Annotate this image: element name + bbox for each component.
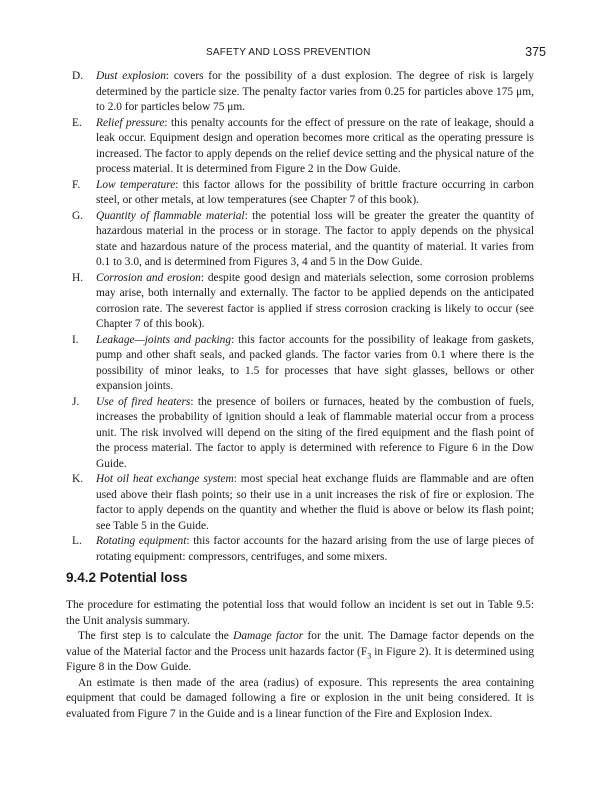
- paragraph: [66, 629, 534, 676]
- item-text: : this penalty accounts for the effect of pressure on the rate of leakage, should a leak occur. Equipment design and operation becomes more critical as the operating pressure is increased. The factor to apply depends on the relief device setting and the physical nature of the process material. It is determined from Figure 2 in the Dow Guide.: [96, 116, 534, 175]
- item-letter: I.: [72, 333, 79, 346]
- item-term: Hot oil heat exchange system: [96, 473, 234, 485]
- item-text: : this factor accounts for the possibility of leakage from gaskets, pump and other shaft seals, and packed glands. The factor varies from 0.1 where there is the possibility of minor leaks, to 1.5 for processes that have sight glasses, bellows or other expansion joints.: [96, 333, 535, 392]
- item-term: Use of fired heaters: [96, 395, 191, 408]
- list-item: [72, 178, 534, 209]
- item-letter: D.: [72, 70, 84, 82]
- item-letter: L.: [72, 535, 82, 547]
- list-item: [72, 69, 534, 116]
- item-letter: G.: [72, 209, 84, 222]
- paragraph: An estimate is then made of the area (radius) of exposure. This represents the area containing equipment that could be damaged following a fire or explosion in the unit being considered. It is evaluated from Figure 7 in the Guide and is a linear function of the Fire and Explosion Index.: [66, 676, 534, 720]
- item-term: Rotating equipment: [96, 535, 187, 547]
- item-letter: E.: [72, 116, 82, 129]
- paragraph-term: Damage factor: [233, 630, 304, 642]
- paragraph-text: The first step is to calculate the: [78, 630, 234, 642]
- paragraph-text: for the unit. The Damage factor depends on the value of the Material factor and the Process unit hazards factor (F: [66, 630, 534, 658]
- list-item: [72, 333, 534, 395]
- item-letter: J.: [72, 395, 80, 408]
- list-item: [72, 209, 534, 271]
- paragraph: The procedure for estimating the potential loss that would follow an incident is set out in Table 9.5: the Unit analysis summary.: [66, 599, 534, 627]
- running-header: [66, 47, 546, 61]
- item-text: : the presence of boilers or furnaces, heated by the combustion of fuels, increases the probability of ignition should a leak of flammable material occur from a process unit. The risk involved will depend on the siting of the fired equipment and the flash point of the process material. The factor to apply is determined with reference to Figure 6 in the Dow Guide.: [96, 395, 534, 470]
- running-title: SAFETY AND LOSS PREVENTION: [206, 47, 371, 58]
- item-term: Dust explosion: [96, 70, 166, 82]
- item-term: Leakage—joints and packing: [96, 333, 232, 346]
- item-term: Low temperature: [96, 178, 176, 191]
- subscript: 3: [367, 650, 372, 660]
- item-term: Corrosion and erosion: [96, 271, 201, 284]
- list-item: [72, 271, 534, 333]
- section-heading: 9.4.2 Potential loss: [66, 570, 188, 585]
- item-letter: H.: [72, 271, 84, 284]
- item-letter: F.: [72, 178, 81, 191]
- paragraph-text: in Figure 2). It is determined using Figure 8 in the Dow Guide.: [66, 645, 535, 673]
- item-text: : despite good design and materials selection, some corrosion problems may arise, both internally and externally. The factor to be applied depends on the anticipated corrosion rate. The severest factor is applied if stress corrosion cracking is likely to occur (see Chapter 7 of this book).: [96, 271, 534, 330]
- section-potential-loss: [66, 570, 534, 722]
- penalty-factor-list: [72, 69, 534, 565]
- list-item: [72, 534, 534, 565]
- list-item: [72, 395, 534, 473]
- item-text: : the potential loss will be greater the greater the quantity of hazardous material in the process or in storage. The factor to apply depends on the physical state and hazardous nature of the process material, and the quantity of material. It varies from 0.1 to 3.0, and is determined from Figures 3, 4 and 5 in the Dow Guide.: [96, 209, 534, 268]
- item-text: : this factor allows for the possibility of brittle fracture occurring in carbon steel, or other metals, at low temperatures (see Chapter 7 of this book).: [96, 178, 534, 206]
- item-text: : most special heat exchange fluids are flammable and are often used above their flash points; so their use in a unit increases the risk of fire or explosion. The factor to apply depends on the quantity and whether the fluid is above or below its flash point; see Table 5 in the Guide.: [96, 473, 534, 532]
- item-letter: K.: [72, 473, 84, 485]
- item-text: : covers for the possibility of a dust explosion. The degree of risk is largely determined by the particle size. The penalty factor varies from 0.25 for particles above 175 μm, to 2.0 for particles below 75 μm.: [96, 70, 534, 113]
- item-term: Quantity of flammable material: [96, 209, 245, 222]
- list-item: [72, 116, 534, 178]
- list-item: [72, 472, 534, 534]
- item-term: Relief pressure: [96, 116, 165, 129]
- page-number: 375: [525, 45, 546, 59]
- item-text: : this factor accounts for the hazard arising from the use of large pieces of rotating equipment: compressors, centrifuges, and some mixers.: [96, 535, 535, 563]
